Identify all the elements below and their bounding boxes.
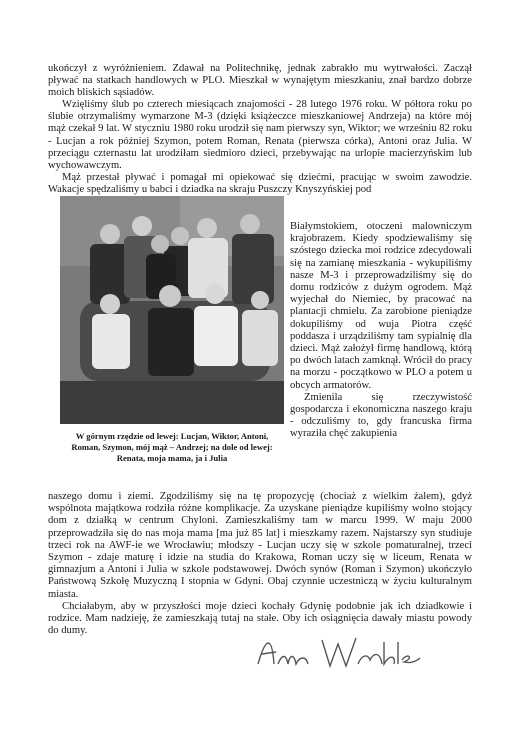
paragraph: Chciałabym, aby w przyszłości moje dzieci kochały Gdynię podobnie jak ich dziadkowie i rodzice. Mam nadzieję, że zamieszkają tutaj na stałe. Oby ich osiągnięcia dawały miastu powody do dumy.	[48, 600, 472, 637]
text-block-bottom	[48, 491, 472, 637]
paragraph: Mąż przestał pływać i pomagał mi opiekować się dziećmi, pracując w swoim zawodzie. Wakacje spędzaliśmy u babci i dziadka na skraju Puszczy Knyszyńskiej pod	[48, 172, 472, 196]
caption-line: Roman, Szymon, mój mąż – Andrzej; na dole od lewej:	[71, 441, 273, 452]
paragraph: Białymstokiem, otoczeni malowniczym krajobrazem. Kiedy spodziewaliśmy się szóstego dziecka moi rodzice zdecydowali się na zamianę mieszkania - wykupiliśmy nasze M-3 i przeprowadziliśmy się do domu rodziców z dużym ogrodem. Mąż wyjechał do Niemiec, by pracować na plantacji chmielu. Za zarobione pieniądze dokupiliśmy od wuja Piotra część poddasza i urządziliśmy tam sypialnię dla dzieci. Mąż założył firmę handlową, którą po dwóch latach zamknął. Wrócił do pracy na morzu - początkowo w PLO a potem u obcych armatorów.	[290, 221, 472, 391]
paragraph: naszego domu i ziemi. Zgodziliśmy się na tę propozycję (chociaż z wielkim żalem), gdyż wspólnota majątkowa rodziła różne komplikacje. Za uzyskane pieniądze kupiliśmy wolno stojący dom z działką w centrum Chyloni. Zamieszkaliśmy tam w marcu 1999. W maju 2000 przeprowadziła się do nas moja mama [ma już 85 lat] i mieszkamy razem. Najstarszy syn studiuje trzeci rok na AWF-ie we Wrocławiu; młodszy - Lucjan uczy się w szkole pomaturalnej, trzeci Szymon - zdaje maturę i idzie na studia do Krakowa, Roman uczy się w liceum, Renata w gimnazjum a Antoni i Julia w szkole podstawowej. Dwóch synów (Roman i Szymon) ukończyło Państwową Szkołę Muzyczną I stopnia w Gdyni. Obaj czynnie uczestniczą w życiu kulturalnym miasta.	[48, 491, 472, 600]
text-block-top	[48, 63, 472, 100]
text-block-full	[48, 99, 472, 197]
paragraph: Wzięliśmy ślub po czterech miesiącach znajomości - 28 lutego 1976 roku. W półtora roku po ślubie otrzymaliśmy wymarzone M-3 (dzięki książeczce mieszkaniowej Andrzeja) na które mój mąż czekał 9 lat. W styczniu 1980 roku urodził się nam pierwszy syn, Wiktor; we wrześniu 82 roku - Lucjan a rok później Szymon, potem Roman, Renata (pierwsza córka), Antoni oraz Julia. W przeciągu czternastu lat urodziłam siedmioro dzieci, przebywając na urlopie macierzyńskim lub wychowawczym.	[48, 99, 472, 172]
text-block-right-column	[290, 221, 472, 441]
family-photo	[60, 196, 284, 424]
paragraph: ukończył z wyróżnieniem. Zdawał na Politechnikę, jednak zabrakło mu wytrwałości. Zaczął pływać na statkach handlowych w PLO. Mieszkał w wynajętym mieszkaniu, znał bardzo dobrze moich bliskich sąsiadów.	[48, 63, 472, 99]
handwritten-signature	[252, 630, 422, 674]
photo-caption	[54, 431, 290, 463]
caption-line: Renata, moja mama, ja i Julia	[116, 452, 228, 463]
paragraph: Zmienila się rzeczywistość gospodarcza i ekonomiczna naszego kraju - odczuliśmy to, gdy francuska firma wyraziła chęć zakupienia	[290, 391, 472, 440]
caption-line: W górnym rzędzie od lewej: Lucjan, Wiktor, Antoni,	[75, 431, 269, 441]
